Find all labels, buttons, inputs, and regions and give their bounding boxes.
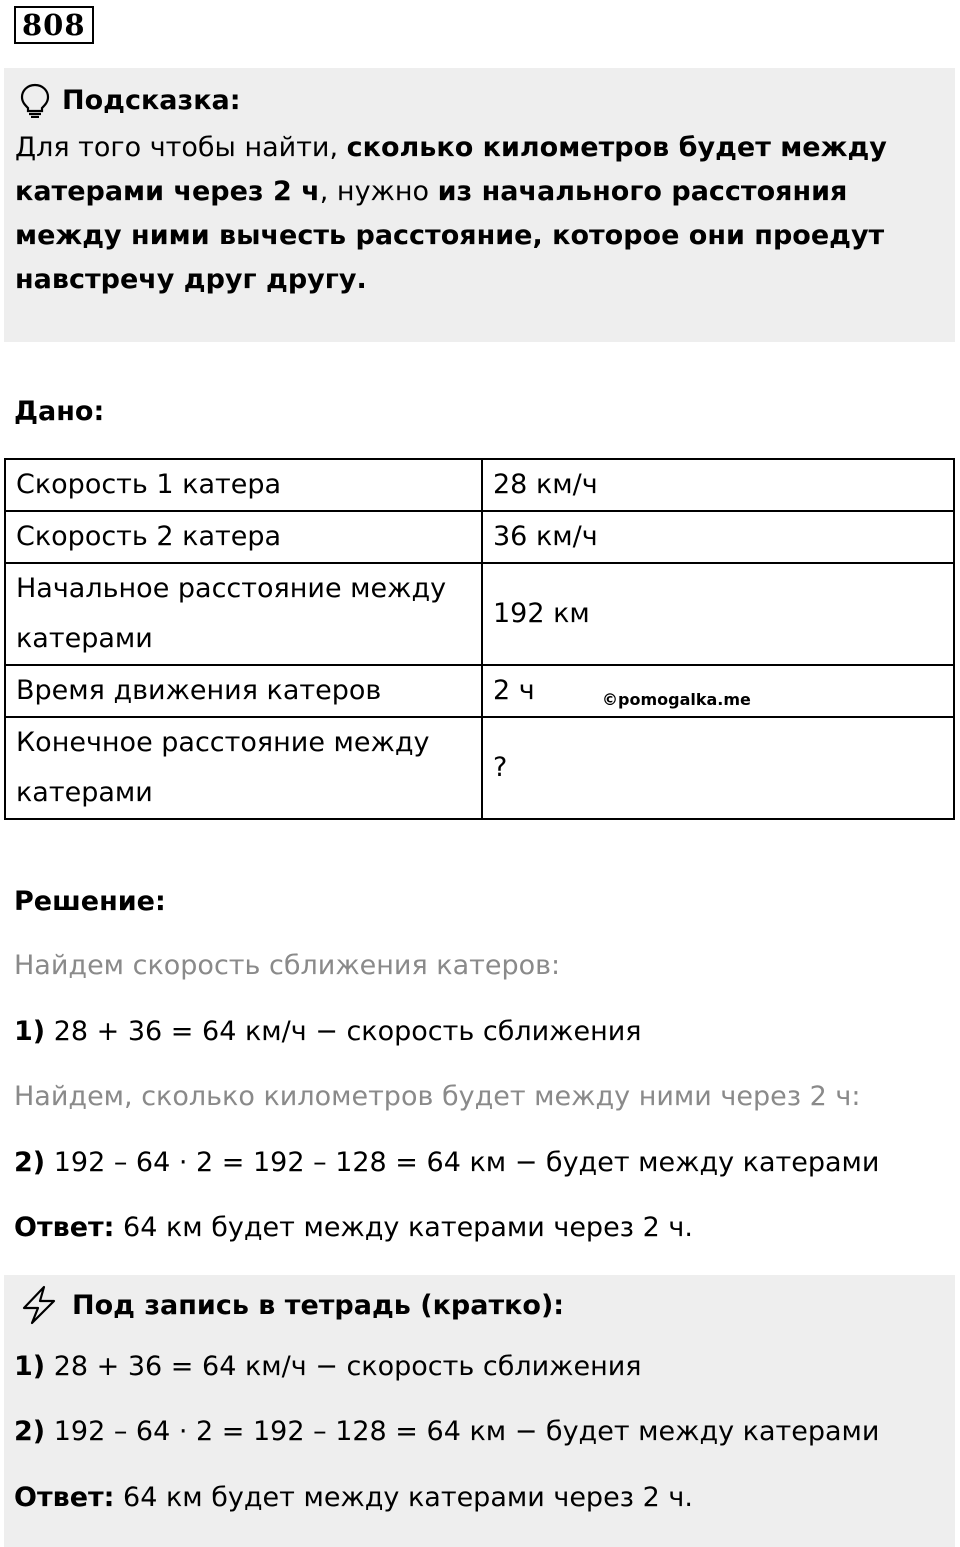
- solution-note-1: Найдем скорость сближения катеров:: [14, 950, 561, 981]
- table-row: [5, 459, 954, 511]
- task-number: 808: [14, 6, 94, 44]
- hint-text: Для того чтобы найти, сколько километров будет между катерами через 2 ч, нужно из начального расстояния между ними вычесть расстояние, которое они проедут навстречу друг другу.: [15, 132, 887, 295]
- given-label: Скорость 1 катера: [5, 459, 482, 511]
- given-value: 192 км: [482, 563, 954, 665]
- lightbulb-icon: [18, 82, 52, 118]
- notes-answer: Ответ: 64 км будет между катерами через 2 ч.: [14, 1482, 693, 1513]
- hint-box: [4, 68, 955, 342]
- solution-step-1: 1) 28 + 36 = 64 км/ч − скорость сближения: [14, 1016, 642, 1047]
- given-label: Начальное расстояние между катерами: [5, 563, 482, 665]
- given-value: 36 км/ч: [482, 511, 954, 563]
- given-value: 2 ч: [482, 665, 954, 717]
- table-row: [5, 665, 954, 717]
- notes-step-1: 1) 28 + 36 = 64 км/ч − скорость сближения: [14, 1351, 642, 1382]
- notes-header: [18, 1283, 564, 1327]
- lightning-icon: [18, 1284, 60, 1326]
- given-title: Дано:: [14, 396, 105, 427]
- solution-title: Решение:: [14, 886, 166, 917]
- given-label: Время движения катеров: [5, 665, 482, 717]
- table-row: [5, 717, 954, 819]
- hint-title: Подсказка:: [62, 84, 241, 116]
- solution-step-2: 2) 192 – 64 · 2 = 192 – 128 = 64 км − будет между катерами: [14, 1147, 880, 1178]
- notes-box: [4, 1275, 955, 1547]
- table-row: [5, 563, 954, 665]
- given-table: [4, 458, 955, 820]
- given-value: 28 км/ч: [482, 459, 954, 511]
- given-label: Конечное расстояние между катерами: [5, 717, 482, 819]
- hint-header: [18, 82, 241, 118]
- notes-title: Под запись в тетрадь (кратко):: [72, 1289, 565, 1321]
- watermark: ©pomogalka.me: [602, 690, 751, 709]
- notes-step-2: 2) 192 – 64 · 2 = 192 – 128 = 64 км − будет между катерами: [14, 1416, 880, 1447]
- solution-note-2: Найдем, сколько километров будет между ними через 2 ч:: [14, 1081, 861, 1112]
- table-row: [5, 511, 954, 563]
- given-label: Скорость 2 катера: [5, 511, 482, 563]
- solution-answer: Ответ: 64 км будет между катерами через 2 ч.: [14, 1212, 693, 1243]
- given-value: ?: [482, 717, 954, 819]
